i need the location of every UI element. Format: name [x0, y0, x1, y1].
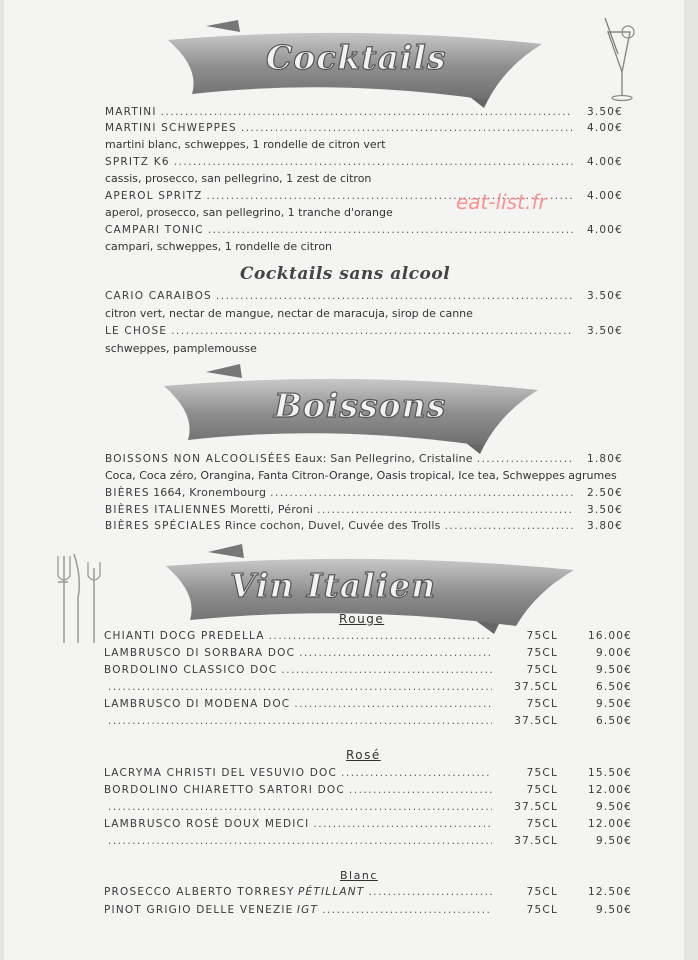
- wine-item: PINOT GRIGIO DELLE VENEZIE IGT ..... 75CL 9.50€: [104, 904, 632, 920]
- menu-item-description: citron vert, nectar de mangue, nectar de maracuja, sirop de canne: [105, 307, 473, 320]
- menu-item-description: aperol, prosecco, san pellegrino, 1 tranche d'orange: [105, 206, 393, 219]
- wine-item: BORDOLINO CHIARETTO SARTORI DOC ..... 75CL 12.00€: [104, 784, 632, 800]
- menu-item-description: schweppes, pamplemousse: [105, 342, 257, 355]
- rouge-heading: Rouge: [339, 612, 385, 626]
- menu-item-description: Coca, Coca zéro, Orangina, Fanta Citron-Orange, Oasis tropical, Ice tea, Schweppes agrumes: [105, 469, 617, 482]
- menu-item: MARTINI SCHWEPPES ..... 4.00€: [105, 122, 623, 138]
- menu-item-description: cassis, prosecco, san pellegrino, 1 zest de citron: [105, 172, 372, 185]
- menu-item: BOISSONS NON ALCOOLISÉES Eaux: San Pellegrino, Cristaline ..... 1.80€: [105, 452, 623, 468]
- menu-item: APEROL SPRITZ ..... 4.00€: [105, 190, 623, 206]
- menu-item: BIÈRES SPÉCIALES Rince cochon, Duvel, Cuvée des Trolls ..... 3.80€: [105, 519, 623, 535]
- wine-item: PROSECCO ALBERTO TORRESY PÉTILLANT ..... 75CL 12.50€: [104, 886, 632, 902]
- menu-item-description: campari, schweppes, 1 rondelle de citron: [105, 240, 333, 253]
- wine-item: ..... 37.5CL 9.50€: [104, 801, 632, 817]
- wine-item: LAMBRUSCO ROSÉ DOUX MEDICI ..... 75CL 12.00€: [104, 818, 632, 834]
- menu-item: BIÈRES ITALIENNES Moretti, Péroni ..... 3.50€: [105, 503, 623, 519]
- wine-item: LAMBRUSCO DI SORBARA DOC ..... 75CL 9.00€: [104, 647, 632, 663]
- rose-heading: Rosé: [346, 748, 381, 762]
- menu-item: SPRITZ K6 ..... 4.00€: [105, 156, 623, 172]
- menu-page: [4, 0, 684, 960]
- cocktails-banner-title: Cocktails: [266, 38, 447, 77]
- blanc-heading: Blanc: [340, 869, 378, 882]
- wine-item: LAMBRUSCO DI MODENA DOC ..... 75CL 9.50€: [104, 698, 632, 714]
- cutlery-icon: [50, 548, 110, 648]
- wine-item: BORDOLINO CLASSICO DOC ..... 75CL 9.50€: [104, 664, 632, 680]
- wine-item: ..... 37.5CL 9.50€: [104, 835, 632, 851]
- wine-item: LACRYMA CHRISTI DEL VESUVIO DOC ..... 75CL 15.50€: [104, 767, 632, 783]
- section-subtitle: Cocktails sans alcool: [240, 264, 451, 284]
- menu-item: BIÈRES 1664, Kronembourg ..... 2.50€: [105, 486, 623, 502]
- menu-item: CARIO CARAIBOS ..... 3.50€: [105, 290, 623, 306]
- vin-italien-banner-title: Vin Italien: [230, 566, 437, 605]
- wine-item: ..... 37.5CL 6.50€: [104, 715, 632, 731]
- menu-item: CAMPARI TONIC ..... 4.00€: [105, 224, 623, 240]
- wine-item: CHIANTI DOCG PREDELLA ..... 75CL 16.00€: [104, 630, 632, 646]
- boissons-banner-title: Boissons: [274, 386, 447, 425]
- menu-item: LE CHOSE ..... 3.50€: [105, 325, 623, 341]
- cocktail-glass-icon: [600, 14, 640, 110]
- watermark: eat-list.fr: [456, 190, 547, 214]
- menu-item-description: martini blanc, schweppes, 1 rondelle de citron vert: [105, 138, 386, 151]
- menu-item: MARTINI ..... 3.50€: [105, 106, 623, 122]
- wine-item: ..... 37.5CL 6.50€: [104, 681, 632, 697]
